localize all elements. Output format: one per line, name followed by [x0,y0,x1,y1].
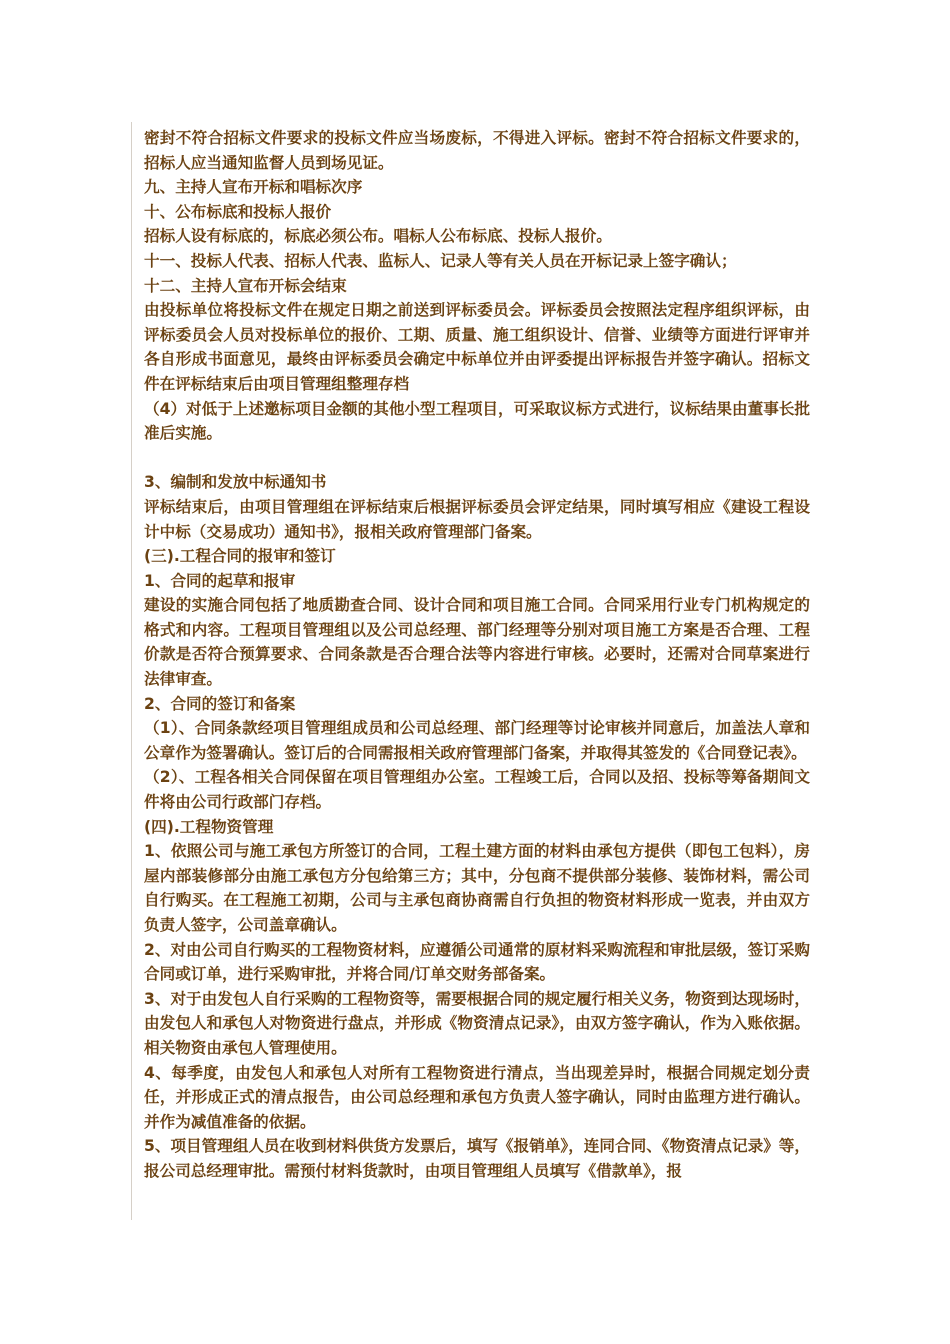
paragraph: （4）对低于上述邀标项目金额的其他小型工程项目，可采取议标方式进行，议标结果由董事长批准后实施。 [144,399,810,443]
section-heading: 十二、主持人宣布开标会结束 [144,276,347,295]
paragraph: 招标人设有标底的，标底必须公布。唱标人公布标底、投标人报价。 [144,227,612,246]
paragraph: 密封不符合招标文件要求的投标文件应当场废标，不得进入评标。密封不符合招标文件要求的，招标人应当通知监督人员到场见证。 [144,129,810,172]
blank-line [144,446,810,471]
section-heading: (三).工程合同的报审和签订 [144,547,336,566]
paragraph: 5、项目管理组人员在收到材料供货方发票后，填写《报销单》，连同合同、《物资清点记录》等，报公司总经理审批。需预付材料货款时，由项目管理组人员填写《借款单》，报 [144,1137,810,1180]
section-heading: 2、合同的签订和备案 [144,694,296,713]
margin-rule [131,122,132,1220]
section-heading: (四).工程物资管理 [144,817,274,836]
document-body [144,126,810,1184]
paragraph: 建设的实施合同包括了地质勘查合同、设计合同和项目施工合同。合同采用行业专门机构规定的格式和内容。工程项目管理组以及公司总经理、部门经理等分别对项目施工方案是否合理、工程价款是否符合预算要求、合同条款是否合理合法等内容进行审核。必要时，还需对合同草案进行法律审查。 [144,596,810,689]
section-heading: 1、合同的起草和报审 [144,571,296,590]
paragraph: 由投标单位将投标文件在规定日期之前送到评标委员会。评标委员会按照法定程序组织评标，由评标委员会人员对投标单位的报价、工期、质量、施工组织设计、信誉、业绩等方面进行评审并各自形成书面意见，最终由评标委员会确定中标单位并由评委提出评标报告并签字确认。招标文件在评标结束后由项目管理组整理存档 [144,301,810,393]
paragraph: 3、对于由发包人自行采购的工程物资等，需要根据合同的规定履行相关义务，物资到达现场时，由发包人和承包人对物资进行盘点，并形成《物资清点记录》，由双方签字确认，作为入账依据。相关物资由承包人管理使用。 [144,989,810,1057]
paragraph: 4、每季度，由发包人和承包人对所有工程物资进行清点，当出现差异时，根据合同规定划分责任，并形成正式的清点报告，由公司总经理和承包方负责人签字确认，同时由监理方进行确认。并作为减值准备的依据。 [144,1063,810,1131]
paragraph: 1、依照公司与施工承包方所签订的合同，工程土建方面的材料由承包方提供（即包工包料），房屋内部装修部分由施工承包方分包给第三方；其中，分包商不提供部分装修、装饰材料，需公司自行购买。在工程施工初期，公司与主承包商协商需自行负担的物资材料形成一览表，并由双方负责人签字，公司盖章确认。 [144,842,810,934]
paragraph: （2）、工程各相关合同保留在项目管理组办公室。工程竣工后，合同以及招、投标等筹备期间文件将由公司行政部门存档。 [144,768,810,812]
paragraph: 评标结束后，由项目管理组在评标结束后根据评标委员会评定结果，同时填写相应《建设工程设计中标（交易成功）通知书》，报相关政府管理部门备案。 [144,497,810,541]
section-heading: 十一、投标人代表、招标人代表、监标人、记录人等有关人员在开标记录上签字确认； [144,251,737,270]
section-heading: 九、主持人宣布开标和唱标次序 [144,178,363,197]
section-heading: 3、编制和发放中标通知书 [144,473,327,492]
section-heading: 十、公布标底和投标人报价 [144,202,332,221]
paragraph: （1）、合同条款经项目管理组成员和公司总经理、部门经理等讨论审核并同意后，加盖法人章和公章作为签署确认。签订后的合同需报相关政府管理部门备案，并取得其签发的《合同登记表》。 [144,719,810,762]
paragraph: 2、对由公司自行购买的工程物资材料，应遵循公司通常的原材料采购流程和审批层级，签订采购合同或订单，进行采购审批，并将合同/订单交财务部备案。 [144,940,810,984]
